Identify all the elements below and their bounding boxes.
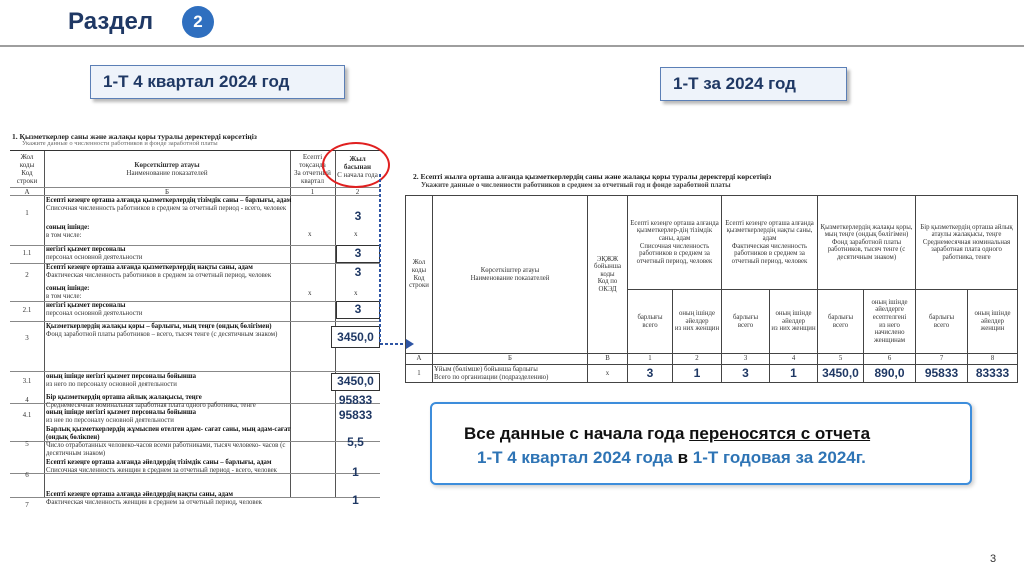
value-actual-total: 3	[722, 365, 770, 383]
row-indicator	[46, 426, 301, 458]
row-indicator	[46, 373, 301, 389]
letter-cell: 1	[628, 354, 673, 365]
header-group-kz: Бір қызметкердің орташа айлық атаулы жалақысы, теңге	[920, 223, 1013, 239]
row-indicator-kz: Есепті кезеңге орташа алғанда әйелдердің тізімдік саны – барлығы, адам	[46, 459, 272, 466]
header-quarter-line: квартал	[301, 177, 324, 185]
header-year-line: Жыл	[349, 155, 366, 163]
header-okved	[588, 196, 628, 354]
subheader-ru: из него начислено женщинам	[873, 321, 906, 344]
header-indicator-kz: Көрсеткіштер атауы	[134, 161, 200, 169]
subheader-ru: из них женщин	[771, 325, 816, 333]
header-group-kz: Есепті кезеңге орташа алғанда қызметкерлердің нақты саны, адам	[725, 219, 814, 242]
letter-cell: В	[588, 354, 628, 365]
header-okved-line: бойынша	[594, 263, 621, 271]
header-year-line: басынан	[343, 163, 372, 171]
row-indicator-ru: из него по персоналу основной деятельности	[46, 381, 177, 388]
header-code	[10, 153, 44, 185]
row-indicator	[46, 302, 301, 318]
subheader-total	[722, 290, 770, 354]
header-code-line: коды	[19, 161, 35, 169]
letter-a: А	[24, 188, 30, 196]
note-line-1	[464, 424, 870, 444]
row-value-year: 3450,0	[331, 373, 380, 391]
row-value-year: 3	[354, 209, 362, 223]
header-code-line: коды	[411, 266, 427, 274]
header-group-ru: Списочная численность работников в среднем за отчетный период, человек	[636, 242, 713, 265]
header-divider	[0, 45, 1024, 47]
subheader-kz: оның ішінде әйелдер	[678, 310, 716, 325]
info-note	[430, 402, 972, 485]
header-code-line: Жол	[20, 153, 34, 161]
row-indicator	[46, 285, 301, 301]
header-quarter-line: За отчетный	[294, 169, 331, 177]
annual-form-title: 2. Есепті жылға орташа алғанда қызметкерлердің саны және жалақы қоры туралы деректерді көрсетіңіз	[413, 172, 772, 181]
row-indicator-kz: Ұйым (бөлімше) бойынша барлығы	[434, 366, 538, 373]
row-indicator-kz: оның ішінде негізгі қызмет персоналы бойынша	[46, 409, 196, 416]
grid-line	[44, 151, 45, 497]
row-indicator-ru: Число отработанных человеко-часов всеми работниками, тысяч человеко- часов (с десятичным знаком)	[46, 442, 286, 457]
value-listed-women: 1	[673, 365, 722, 383]
subheader-ru: всего	[933, 321, 950, 329]
header-okved-line: ЭҚЖЖ	[596, 255, 619, 263]
row-indicator	[46, 459, 301, 475]
row-indicator-kz: Есепті кезеңге орташа алғанда қызметкерлердің тізімдік саны – барлығы, адам	[46, 197, 292, 204]
header-indicator-ru: Наименование показателей	[470, 274, 550, 282]
header-okved-line: ОКЭД	[598, 285, 617, 293]
subheader-kz: оның ішінде әйелдерге есептелгені	[871, 298, 908, 321]
header-code-line: Код	[413, 274, 425, 282]
grid-line	[10, 371, 380, 372]
subheader-ru: всего	[642, 321, 658, 329]
note-text-underlined: переносятся с отчета	[689, 424, 871, 443]
row-indicator-kz: негізгі қызмет персоналы	[46, 246, 126, 253]
quarterly-form-title: 1. Қызметкерлер саны және жалақы қоры туралы деректерді көрсетіңіз	[12, 132, 257, 141]
header-indicator-ru: Наименование показателей	[126, 169, 208, 177]
row-code: 5	[25, 440, 29, 448]
header-indicator	[433, 196, 588, 354]
subheader-ru: всего	[737, 321, 754, 329]
row-value-year: 3450,0	[331, 326, 380, 348]
header-quarter-line: тоқсанда	[299, 161, 326, 169]
note-line-2	[477, 448, 866, 468]
header-okved-line: коды	[600, 270, 615, 278]
row-value-quarter: х	[308, 230, 312, 238]
subheader-kz: оның ішінде әйелдер	[974, 310, 1011, 325]
header-group-kz: Қызметкерлердің жалақы қоры, мың теңге (ондық бөлігімен)	[820, 223, 913, 239]
row-indicator	[46, 246, 301, 262]
row-indicator-ru: из нее по персоналу основной деятельности	[46, 417, 174, 424]
row-code: 4	[25, 396, 29, 404]
row-indicator-kz: Есепті кезеңге орташа алғанда қызметкерлердің нақты саны, адам	[46, 264, 253, 271]
header-code	[406, 196, 433, 354]
section-number-badge: 2	[182, 6, 214, 38]
row-value-year: 3	[336, 301, 380, 319]
row-indicator-kz: Қызметкерлердің жалақы қоры – барлығы, мың теңге (ондық бөлігімен)	[46, 323, 272, 330]
row-code: 3.1	[22, 377, 32, 385]
row-value-quarter: х	[308, 289, 312, 297]
letter-cell: 5	[818, 354, 864, 365]
row-indicator	[46, 394, 301, 410]
header-quarter-line: Есепті	[302, 153, 323, 161]
row-indicator	[46, 323, 301, 339]
value-listed-total: 3	[628, 365, 673, 383]
row-indicator-ru: Среднемесячная номинальная заработная плата одного работника, тенге	[46, 402, 256, 409]
row-value-year: х	[354, 289, 358, 297]
header-code-line: Жол	[412, 259, 426, 267]
row-indicator-kz: Бір қызметкердің орташа айлық жалақысы, теңге	[46, 394, 202, 401]
subheader-kz: барлығы	[732, 313, 759, 321]
row-code: 1	[406, 365, 433, 383]
label-annual-report: 1-Т за 2024 год	[660, 67, 847, 101]
subheader-ru: из них женщин	[674, 325, 720, 333]
row-indicator-ru: Фактическая численность женщин в среднем за отчетный период, человек	[46, 499, 262, 506]
header-group-ru: Фактическая численность работников в среднем за отчетный период, человек	[731, 242, 808, 265]
subheader-kz: оның ішінде әйелдер	[775, 310, 812, 325]
header-group-ru: Среднемесячная номинальная заработная плата одного работника, тенге	[922, 238, 1011, 261]
subheader-total	[916, 290, 968, 354]
subheader-women	[673, 290, 722, 354]
note-connector: в	[672, 448, 693, 467]
row-code: 1	[25, 209, 29, 217]
header-group-actual	[722, 196, 818, 290]
row-value-year: 3	[354, 265, 362, 279]
row-indicator-ru: Фактическая численность работников в среднем за отчетный период, человек	[46, 272, 272, 279]
subheader-kz: барлығы	[928, 313, 955, 321]
letter-cell: А	[406, 354, 433, 365]
header-code-line: строки	[409, 282, 429, 290]
header-indicator	[44, 161, 290, 177]
row-indicator-ru: в том числе:	[46, 293, 82, 300]
quarterly-form-subtitle: Укажите данные о численности работников и фонде заработной платы	[22, 140, 218, 147]
row-indicator	[46, 491, 301, 507]
subheader-kz: барлығы	[827, 313, 854, 321]
value-fund-total: 3450,0	[818, 365, 864, 383]
row-value-year: 95833	[338, 393, 373, 407]
row-code: 2	[25, 271, 29, 279]
subheader-women-fund	[864, 290, 916, 354]
letter-cell: 2	[673, 354, 722, 365]
row-indicator	[46, 264, 301, 280]
row-indicator-ru: Списочная численность женщин в среднем за отчетный период - всего, человек	[46, 467, 277, 474]
row-indicator-ru: Фонд заработной платы работников – всего, тысяч тенге (с десятичным знаком)	[46, 331, 278, 338]
row-value-year: х	[354, 230, 358, 238]
header-okved-line: Код по	[597, 278, 618, 286]
note-report-annual: 1-Т годовая за 2024г.	[692, 448, 866, 467]
row-indicator-kz: Барлық қызметкерлердің жұмыспен өтелген адам- сағат саны, мың адам-сағат (ондық бөлікпен)	[46, 426, 291, 441]
value-actual-women: 1	[770, 365, 818, 383]
row-okved: х	[588, 365, 628, 383]
header-group-kz: Есепті кезеңге орташа алғанда қызметкерлер-дің тізімдік саны, адам	[630, 219, 719, 242]
header-group-listed	[628, 196, 722, 290]
annual-form-subtitle: Укажите данные о численности работников в среднем за отчетный год и фонде заработной платы	[421, 181, 731, 189]
row-code: 1.1	[22, 249, 32, 257]
value-fund-women: 890,0	[864, 365, 916, 383]
header-group-ru: Фонд заработной платы работников, тысяч тенге (с десятичным знаком)	[827, 238, 906, 261]
row-code: 7	[25, 501, 29, 509]
row-code: 4.1	[22, 411, 32, 419]
row-indicator-ru: персонал основной деятельности	[46, 254, 143, 261]
row-indicator	[46, 224, 301, 240]
row-indicator-ru: в том числе:	[46, 232, 82, 239]
subheader-ru: женщин	[980, 325, 1005, 333]
letter-1: 1	[310, 188, 315, 196]
letter-2: 2	[355, 188, 360, 196]
annual-form-grid	[405, 195, 1018, 383]
row-value-year: 95833	[338, 408, 373, 422]
grid-line	[10, 321, 380, 322]
row-indicator	[46, 409, 301, 425]
subheader-kz: барлығы	[637, 313, 663, 321]
quarterly-form-table	[10, 132, 380, 509]
header-group-fund	[818, 196, 916, 290]
row-code: 2.1	[22, 306, 32, 314]
subheader-women	[770, 290, 818, 354]
header-group-average	[916, 196, 1018, 290]
note-text: Все данные с начала года	[464, 424, 690, 443]
row-indicator-kz: соның ішінде:	[46, 224, 90, 231]
quarterly-form-grid	[10, 150, 380, 509]
letter-cell: 8	[968, 354, 1018, 365]
header-code-line: Код	[21, 169, 33, 177]
subheader-women-avg	[968, 290, 1018, 354]
page-number: 3	[990, 553, 997, 565]
letter-cell: 7	[916, 354, 968, 365]
row-indicator-kz: негізгі қызмет персоналы	[46, 302, 126, 309]
subheader-total	[628, 290, 673, 354]
row-indicator-kz: Есепті кезеңге орташа алғанда әйелдердің нақты саны, адам	[46, 491, 233, 498]
row-indicator-ru: Всего по организации (подразделению)	[434, 373, 549, 381]
row-indicator-ru: Списочная численность работников в среднем за отчетный период - всего, человек	[46, 205, 287, 212]
row-indicator-ru: персонал основной деятельности	[46, 310, 143, 317]
row-indicator-kz: соның ішінде:	[46, 285, 90, 292]
letter-cell: 4	[770, 354, 818, 365]
row-indicator	[433, 365, 588, 383]
letter-cell: 3	[722, 354, 770, 365]
subheader-total	[818, 290, 864, 354]
row-value-year: 3	[336, 245, 380, 263]
value-average-women: 83333	[968, 365, 1018, 383]
letter-cell: Б	[433, 354, 588, 365]
row-code: 6	[25, 471, 29, 479]
row-value-year: 5,5	[347, 435, 364, 449]
subheader-ru: всего	[832, 321, 849, 329]
row-value-year: 1	[352, 465, 359, 479]
letter-cell: 6	[864, 354, 916, 365]
header-code-line: строки	[16, 177, 38, 185]
value-average-total: 95833	[916, 365, 968, 383]
label-quarter-report: 1-Т 4 квартал 2024 год	[90, 65, 345, 99]
annual-form-table	[405, 172, 1017, 381]
header-year-line: С начала года	[337, 171, 378, 179]
row-indicator	[46, 197, 301, 213]
page-title: Раздел	[68, 8, 154, 35]
row-value-year: 1	[352, 493, 359, 507]
letter-b: Б	[164, 188, 170, 196]
row-indicator-kz: оның ішінде негізгі қызмет персоналы бойынша	[46, 373, 196, 380]
note-report-quarter: 1-Т 4 квартал 2024 года	[477, 448, 673, 467]
row-code: 3	[25, 334, 29, 342]
header-indicator-kz: Көрсеткіштер атауы	[480, 266, 540, 274]
